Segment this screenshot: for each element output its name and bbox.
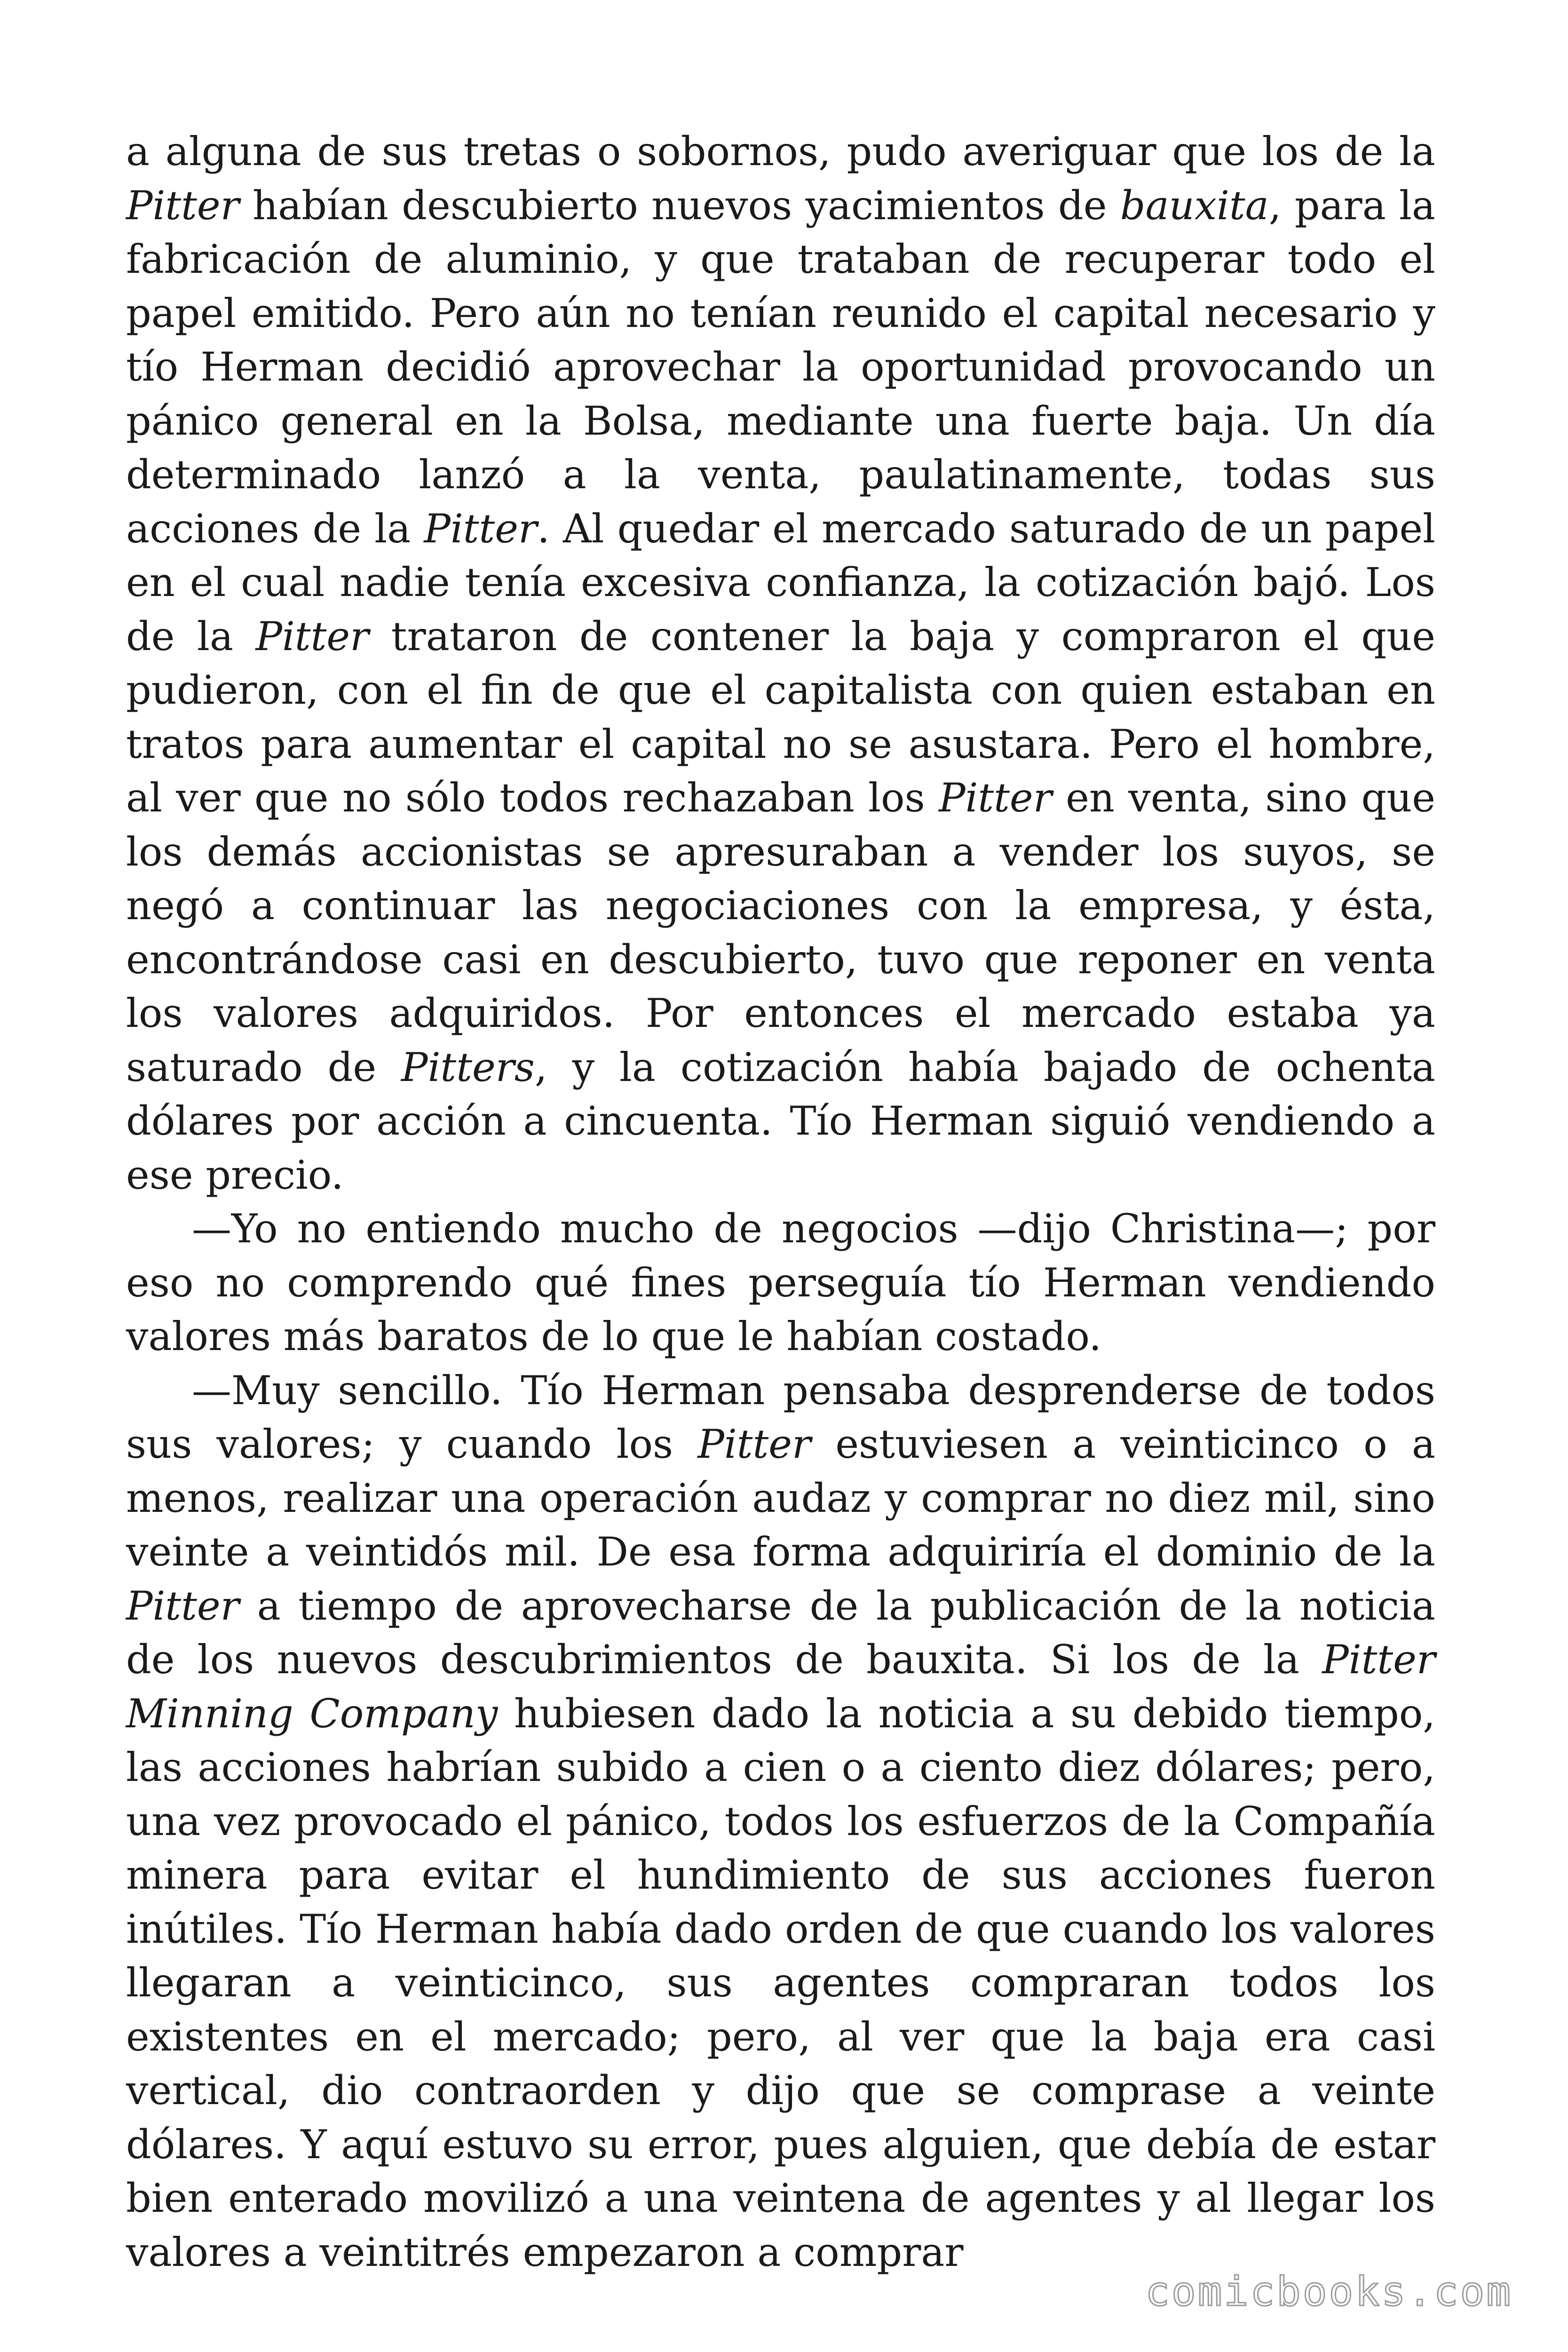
italic-run: Pitter <box>255 613 369 660</box>
italic-run: Pitter <box>126 1582 239 1629</box>
text-run: , para la fabricación de aluminio, y que trataban de recuperar todo el papel emitido. Pero aún no tenían reunido el capital necesario y tío Herman decidió aprovechar la oportunidad provocando un pánico general en la Bolsa, mediante una fuerte baja. Un día determinado lanzó a la venta, paulatinamente, todas sus acciones de la <box>126 182 1435 552</box>
italic-run: bauxita <box>1120 182 1269 229</box>
paragraph-3 <box>126 1364 1435 2280</box>
italic-run: Pitter <box>697 1421 811 1467</box>
italic-run: Pitter <box>126 182 239 229</box>
book-page-text <box>126 125 1435 2279</box>
text-run: habían descubierto nuevos yacimientos de <box>239 182 1120 229</box>
text-run: —Yo no entiendo mucho de negocios —dijo Christina—; por eso no comprendo qué fines perseguía tío Herman vendiendo valores más baratos de lo que le habían costado. <box>126 1206 1435 1359</box>
text-run: a alguna de sus tretas o sobornos, pudo averiguar que los de la <box>126 128 1435 175</box>
text-run: , y la cotización había bajado de ochenta dólares por acción a cincuenta. Tío Herman siguió vendiendo a ese precio. <box>126 1044 1435 1198</box>
text-run: hubiesen dado la noticia a su debido tiempo, las acciones habrían subido a cien o a ciento diez dólares; pero, una vez provocado el pánico, todos los esfuerzos de la Compañía minera para evitar el hundimiento de sus acciones fueron inútiles. Tío Herman había dado orden de que cuando los valores llegaran a veinticinco, sus agentes compraran todos los existentes en el mercado; pero, al ver que la baja era casi vertical, dio contraorden y dijo que se comprase a veinte dólares. Y aquí estuvo su error, pues alguien, que debía de estar bien enterado movilizó a una veintena de agentes y al llegar los valores a veintitrés empezaron a comprar <box>126 1690 1435 2275</box>
text-run: a tiempo de aprovecharse de la publicación de la noticia de los nuevos descubrimientos de bauxita. Si los de la <box>126 1582 1435 1683</box>
italic-run: Pitter <box>939 775 1052 821</box>
text-run: en venta, sino que los demás accionistas se apresuraban a vender los suyos, se negó a continuar las negociaciones con la empresa, y ésta, encontrándose casi en descubierto, tuvo que reponer en venta los valores adquiridos. Por entonces el mercado estaba ya saturado de <box>126 775 1435 1090</box>
italic-run: Pitters <box>401 1044 535 1090</box>
paragraph-1 <box>126 125 1435 1202</box>
italic-run: Pitter <box>424 505 538 552</box>
text-run: trataron de contener la baja y compraron el que pudieron, con el fin de que el capitalista con quien estaban en tratos para aumentar el capital no se asustara. Pero el hombre, al ver que no sólo todos rechazaban los <box>126 613 1435 821</box>
italic-run: Pitter Minning Company <box>126 1637 1435 1737</box>
text-run: —Muy sencillo. Tío Herman pensaba desprenderse de todos sus valores; y cuando los <box>126 1367 1435 1467</box>
text-run: . Al quedar el mercado saturado de un papel en el cual nadie tenía excesiva confianza, la cotización bajó. Los de la <box>126 505 1435 660</box>
paragraph-2 <box>126 1202 1435 1364</box>
site-watermark: comicbooks.com <box>1145 2268 1513 2315</box>
text-run: estuviesen a veinticinco o a menos, realizar una operación audaz y comprar no diez mil, sino veinte a veintidós mil. De esa forma adquiriría el dominio de la <box>126 1421 1435 1575</box>
